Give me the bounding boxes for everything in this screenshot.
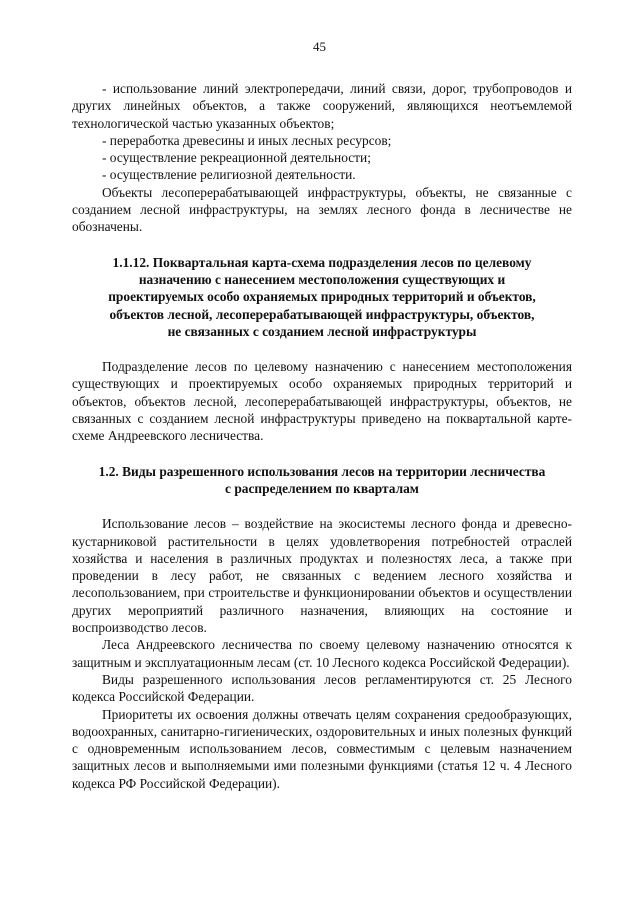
list-item: - осуществление рекреационной деятельности; [102,150,371,166]
paragraph-subdivision: Подразделение лесов по целевому назначению с нанесением местоположения существующих и проектируемых особо охраняемых природных территорий и объектов, объектов лесной, лесоперерабатывающей инфраструктуры, объектов, не связанных с созданием лесной инфраструктуры приведено на поквартальной карте-схеме Андреевского лесничества. [72,359,572,444]
page-content [72,80,572,792]
list-item: - переработка древесины и иных лесных ресурсов; [102,132,392,148]
heading-line: объектов лесной, лесоперерабатывающей инфраструктуры, объектов, [109,306,535,322]
list-item: - осуществление религиозной деятельности. [102,167,356,183]
page-number: 45 [313,39,326,54]
list-item: - использование линий электропередачи, линий связи, дорог, трубопроводов и других линейных объектов, а также сооружений, являющихся неотъемлемой технологической частью указанных объектов; [72,81,572,131]
paragraph-priorities: Приоритеты их освоения должны отвечать целям сохранения средообразующих, водоохранных, санитарно-гигиенических, оздоровительных и иных полезных функций с одновременным использованием лесов, совместимым с целевым назначением защитных лесов и выполняемыми ими полезными функциями (статья 12 ч. 4 Лесного кодекса РФ Российской Федерации). [72,706,572,791]
paragraph-regulation: Виды разрешенного использования лесов регламентируются ст. 25 Лесного кодекса Российской Федерации. [72,671,572,705]
paragraph-forest-use: Использование лесов – воздействие на экосистемы лесного фонда и древесно-кустарниковой растительности в целях удовлетворения потребностей отраслей хозяйства и населения в различных продуктах и полезностях леса, а также при проведении в лесу работ, не связанных с ведением лесного хозяйства и лесопользованием, при строительстве и функционировании объектов и осуществлении других мероприятий различного назначения, влияющих на состояние и воспроизводство лесов. [72,516,572,636]
heading-line: не связанных с созданием лесной инфраструктуры [167,323,477,339]
paragraph-forest-purpose: Леса Андреевского лесничества по своему целевому назначению относятся к защитным и эксплуатационным лесам (ст. 10 Лесного кодекса Российской Федерации). [72,637,572,670]
heading-line: проектируемых особо охраняемых природных территорий и объектов, [108,289,536,305]
heading-line: назначению с нанесением местоположения существующих и [138,271,506,287]
heading-line: 1.1.12. Поквартальная карта-схема подразделения лесов по целевому [112,254,532,270]
section-heading-1-1-12 [72,254,572,340]
heading-line: с распределением по кварталам [225,480,419,496]
paragraph-infrastructure: Объекты лесоперерабатывающей инфраструктуры, объекты, не связанные с созданием лесной инфраструктуры, на землях лесного фонда в лесничестве не обозначены. [72,184,572,235]
section-heading-1-2 [72,463,572,498]
heading-line: 1.2. Виды разрешенного использования лесов на территории лесничества [98,463,546,479]
